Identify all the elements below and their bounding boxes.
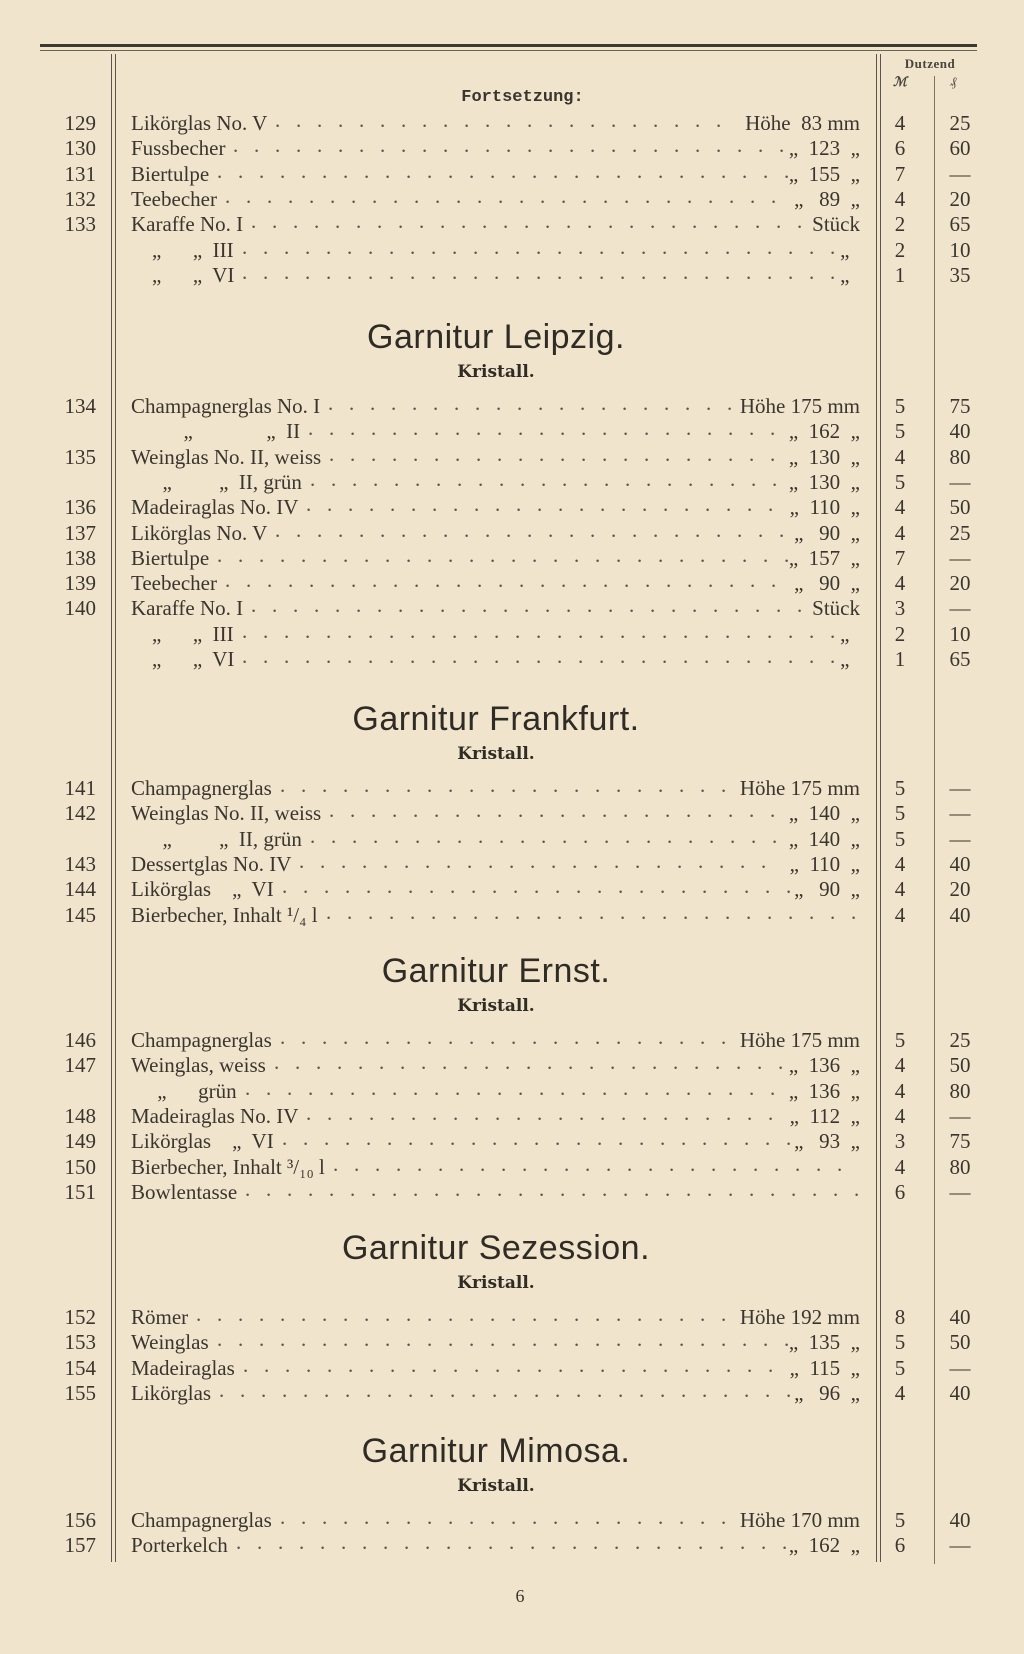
item-description: Champagnerglas [131, 1028, 272, 1052]
item-specification: Höhe 83 mm [745, 111, 860, 135]
catalog-row [0, 874, 1024, 902]
price-mark: 4 [894, 571, 906, 596]
item-specification: „ 110 „ [789, 495, 860, 520]
catalog-row [0, 823, 1024, 852]
item-specification: „ 136 „ [788, 1078, 860, 1103]
price-mark: 2 [894, 621, 906, 646]
catalog-row [0, 1352, 1024, 1381]
price-pfennig: 10 [949, 621, 971, 646]
item-number: 132 [64, 186, 96, 211]
item-specification: „ [840, 262, 860, 287]
price-mark: 6 [894, 136, 906, 161]
price-pfennig: 80 [949, 1154, 971, 1179]
catalog-row [0, 1377, 1024, 1406]
price-pfennig: 65 [949, 212, 971, 237]
catalog-row [0, 1176, 1024, 1205]
price-mark: 1 [894, 262, 906, 287]
section-subtitle: Kristall. [457, 1476, 535, 1496]
price-mark: 4 [894, 1078, 906, 1103]
leader-dots: . . . . . . . . . . . . . . . . . . . . . . [280, 773, 727, 797]
price-pfennig: 25 [949, 520, 971, 545]
price-mark: 4 [894, 1103, 906, 1128]
section-subtitle: Kristall. [457, 996, 535, 1016]
pfennig-currency-symbol: ₰ [950, 74, 957, 89]
price-mark: 4 [894, 111, 906, 135]
leader-dots: . . . . . . . . . . . . . . . . . . . . . . . . . . . . [217, 158, 790, 183]
item-specification: „ 110 „ [789, 851, 860, 876]
leader-dots: . . . . . . . . . . . . . . . . . . . . . . . . . . . [225, 568, 777, 593]
price-pfennig: 80 [949, 1078, 971, 1103]
leader-dots: . . . . . . . . . . . . . . . . . . . . . . . . . . . . . [242, 644, 836, 668]
price-pfennig: 60 [949, 136, 971, 161]
item-description: Karaffe No. I [131, 596, 244, 621]
leader-dots: . . . . . . . . . . . . . . . . . . . . . . . . . . [326, 899, 857, 924]
item-number: 155 [64, 1380, 96, 1405]
price-pfennig: 50 [949, 1053, 971, 1078]
item-description: Weinglas No. II, weiss [131, 801, 322, 826]
price-pfennig: — [949, 1533, 971, 1558]
catalog-row [0, 158, 1024, 187]
item-description: „ „ III [131, 621, 234, 646]
price-mark: 4 [894, 877, 906, 902]
item-specification: „ 162 „ [788, 1533, 860, 1558]
price-mark: 3 [894, 1129, 906, 1154]
leader-dots: . . . . . . . . . . . . . . . . . . . . . . [329, 798, 776, 823]
leader-dots: . . . . . . . . . . . . . . . . . . . . . . . [299, 848, 767, 873]
price-pfennig: 40 [949, 1305, 971, 1329]
item-description: „ „ VI [131, 262, 235, 287]
catalog-row [0, 1327, 1024, 1355]
item-description: Weinglas No. II, weiss [131, 444, 322, 469]
item-number: 147 [64, 1053, 96, 1078]
leader-dots: . . . . . . . . . . . . . . . . . . . . . . [329, 441, 776, 466]
catalog-row [0, 234, 1024, 263]
price-mark: 7 [894, 161, 906, 186]
price-mark: 4 [894, 520, 906, 545]
catalog-row [0, 899, 1024, 928]
leader-dots: . . . . . . . . . . . . . . . . . . . . . . . . . [333, 1151, 843, 1176]
price-pfennig: 35 [949, 262, 971, 287]
leader-dots: . . . . . . . . . . . . . . . . . . . . . . . . . . . . . [242, 259, 836, 284]
price-pfennig: — [949, 596, 971, 621]
top-rule-thick [40, 44, 977, 47]
catalog-row [0, 391, 1024, 419]
item-description: Bowlentasse [131, 1179, 238, 1204]
leader-dots: . . . . . . . . . . . . . . . . . . . . . . . . . [282, 1126, 792, 1151]
item-description: Likörglas „ VI [131, 1129, 274, 1154]
section-subtitle: Kristall. [457, 1273, 535, 1293]
leader-dots: . . . . . . . . . . . . . . . . . . . . . . . . . . . [251, 593, 803, 618]
item-specification: „ [840, 647, 860, 671]
item-specification: „ 96 „ [794, 1380, 860, 1405]
top-rule-thin [40, 50, 977, 51]
price-pfennig: 75 [949, 394, 971, 418]
catalog-row [0, 1025, 1024, 1053]
catalog-row [0, 1302, 1024, 1330]
item-number: 129 [64, 111, 96, 135]
catalog-row [0, 183, 1024, 212]
item-specification: „ 157 „ [788, 545, 860, 570]
leader-dots: . . . . . . . . . . . . . . . . . . . . . . . . . [275, 517, 785, 542]
item-number: 153 [64, 1330, 96, 1355]
item-number: 146 [64, 1028, 96, 1052]
catalog-row [0, 259, 1024, 288]
item-specification: Höhe 175 mm [739, 776, 860, 800]
item-description: Champagnerglas [131, 1508, 272, 1532]
item-number: 154 [64, 1355, 96, 1380]
catalog-row [0, 644, 1024, 672]
leader-dots: . . . . . . . . . . . . . . . . . . . . . . . [306, 492, 774, 517]
item-number: 136 [64, 495, 96, 520]
section-title: Garnitur Ernst. [381, 952, 611, 990]
item-description: Karaffe No. I [131, 212, 244, 237]
price-pfennig: — [949, 801, 971, 826]
item-description: „ grün [131, 1078, 237, 1103]
price-pfennig: 50 [949, 495, 971, 520]
leader-dots: . . . . . . . . . . . . . . . . . . . . . . . . . . . . . [242, 234, 836, 259]
item-number: 143 [64, 851, 96, 876]
price-mark: 4 [894, 902, 906, 927]
item-description: „ „ II [131, 419, 301, 444]
price-pfennig: 40 [949, 851, 971, 876]
catalog-row [0, 618, 1024, 647]
leader-dots: . . . . . . . . . . . . . . . . . . . . . . [280, 1025, 727, 1049]
leader-dots: . . . . . . . . . . . . . . . . . . . . . . [280, 1505, 727, 1529]
item-description: Champagnerglas No. I [131, 394, 321, 418]
item-number: 152 [64, 1305, 96, 1329]
item-description: Teebecher [131, 186, 217, 211]
item-specification: „ 90 „ [794, 571, 860, 596]
leader-dots: . . . . . . . . . . . . . . . . . . . . [328, 391, 733, 415]
price-column-header: Dutzend [904, 56, 956, 71]
catalog-row [0, 773, 1024, 801]
item-description: „ „ III [131, 237, 234, 262]
price-pfennig: 25 [949, 1028, 971, 1052]
item-description: Likörglas No. V [131, 520, 268, 545]
catalog-row [0, 441, 1024, 470]
item-description: Teebecher [131, 571, 217, 596]
price-mark: 4 [894, 1053, 906, 1078]
catalog-row [0, 466, 1024, 495]
catalog-row [0, 517, 1024, 546]
page-number: 6 [515, 1586, 525, 1606]
item-number: 141 [64, 776, 96, 800]
mark-currency-symbol: ℳ [893, 74, 907, 89]
catalog-row [0, 1050, 1024, 1078]
leader-dots: . . . . . . . . . . . . . . . . . . . . . . . . . . . [233, 133, 785, 158]
item-specification: „ 89 „ [794, 186, 860, 211]
leader-dots: . . . . . . . . . . . . . . . . . . . . . . . [310, 466, 778, 491]
item-number: 145 [64, 902, 96, 927]
price-pfennig: 20 [949, 186, 971, 211]
price-mark: 7 [894, 545, 906, 570]
item-specification: „ 135 „ [788, 1330, 860, 1355]
leader-dots: . . . . . . . . . . . . . . . . . . . . . . . . . [274, 1050, 784, 1075]
price-mark: 4 [894, 444, 906, 469]
item-specification: „ 115 „ [789, 1355, 860, 1380]
item-description: Weinglas, weiss [131, 1053, 266, 1078]
item-number: 148 [64, 1103, 96, 1128]
leader-dots: . . . . . . . . . . . . . . . . . . . . . . . [310, 823, 778, 848]
item-specification: „ 90 „ [794, 877, 860, 902]
catalog-row [0, 133, 1024, 161]
item-number: 142 [64, 801, 96, 826]
catalog-row [0, 848, 1024, 877]
price-mark: 5 [894, 469, 906, 494]
catalog-row [0, 416, 1024, 444]
item-description: Champagnerglas [131, 776, 272, 800]
price-mark: 3 [894, 596, 906, 621]
catalog-row [0, 798, 1024, 826]
item-description: Dessertglas No. IV [131, 851, 292, 876]
price-pfennig: 10 [949, 237, 971, 262]
price-pfennig: — [949, 469, 971, 494]
item-specification: Höhe 175 mm [739, 394, 860, 418]
item-number: 139 [64, 571, 96, 596]
item-number: 151 [64, 1179, 96, 1204]
price-pfennig: — [949, 776, 971, 800]
item-description: Weinglas [131, 1330, 209, 1355]
item-description: Biertulpe [131, 545, 210, 570]
continuation-heading: Fortsetzung: [461, 88, 584, 107]
item-number: 131 [64, 161, 96, 186]
item-number: 144 [64, 877, 96, 902]
price-mark: 5 [894, 1355, 906, 1380]
price-mark: 6 [894, 1179, 906, 1204]
catalog-row [0, 492, 1024, 520]
price-pfennig: 65 [949, 647, 971, 671]
catalog-row [0, 1530, 1024, 1558]
item-specification: „ 93 „ [794, 1129, 860, 1154]
item-specification: Stück [812, 212, 860, 237]
item-description: Bierbecher, Inhalt ³/₁₀ l [131, 1154, 325, 1179]
item-description: „ „ II, grün [131, 826, 302, 851]
price-pfennig: — [949, 545, 971, 570]
price-mark: 5 [894, 1508, 906, 1532]
item-number: 138 [64, 545, 96, 570]
price-mark: 5 [894, 801, 906, 826]
section-title: Garnitur Frankfurt. [352, 700, 640, 738]
price-mark: 5 [894, 776, 906, 800]
item-specification: „ 130 „ [788, 444, 860, 469]
section-title: Garnitur Leipzig. [367, 318, 625, 356]
catalog-row [0, 1100, 1024, 1129]
leader-dots: . . . . . . . . . . . . . . . . . . . . . . . . . . . [225, 183, 777, 208]
item-description: Fussbecher [131, 136, 226, 161]
item-number: 133 [64, 212, 96, 237]
leader-dots: . . . . . . . . . . . . . . . . . . . . . . . . . . [196, 1302, 727, 1326]
section-title: Garnitur Mimosa. [361, 1432, 631, 1470]
price-mark: 4 [894, 1380, 906, 1405]
leader-dots: . . . . . . . . . . . . . . . . . . . . . . . [306, 1100, 774, 1125]
item-description: Madeiraglas No. IV [131, 495, 299, 520]
item-number: 135 [64, 444, 96, 469]
item-specification: „ [840, 237, 860, 262]
price-pfennig: 50 [949, 1330, 971, 1355]
price-pfennig: 40 [949, 1380, 971, 1405]
item-description: Bierbecher, Inhalt ¹/₄ l [131, 902, 318, 927]
item-description: Madeiraglas No. IV [131, 1103, 299, 1128]
item-number: 156 [64, 1508, 96, 1532]
catalog-row [0, 1075, 1024, 1104]
price-pfennig: — [949, 1355, 971, 1380]
price-mark: 5 [894, 1028, 906, 1052]
leader-dots: . . . . . . . . . . . . . . . . . . . . . . . [308, 416, 776, 441]
item-specification: Höhe 192 mm [739, 1305, 860, 1329]
item-description: „ „ VI [131, 647, 235, 671]
leader-dots: . . . . . . . . . . . . . . . . . . . . . . . . . . [245, 1075, 776, 1100]
item-specification: Höhe 175 mm [739, 1028, 860, 1052]
item-specification: „ 136 „ [788, 1053, 860, 1078]
price-pfennig: 40 [949, 902, 971, 927]
catalog-row [0, 209, 1024, 237]
item-specification: „ [840, 621, 860, 646]
catalog-row [0, 1151, 1024, 1180]
leader-dots: . . . . . . . . . . . . . . . . . . . . . . . . . . . . [217, 1327, 790, 1352]
item-specification: Stück [812, 596, 860, 621]
catalog-row [0, 542, 1024, 571]
item-description: Biertulpe [131, 161, 210, 186]
price-mark: 2 [894, 237, 906, 262]
price-pfennig: — [949, 161, 971, 186]
section-title: Garnitur Sezession. [341, 1229, 651, 1267]
leader-dots: . . . . . . . . . . . . . . . . . . . . . . . . . [282, 874, 792, 899]
item-specification: „ 162 „ [788, 419, 860, 444]
catalog-row [0, 593, 1024, 621]
item-description: Römer [131, 1305, 189, 1329]
item-description: Madeiraglas [131, 1355, 235, 1380]
item-specification: „ 130 „ [788, 469, 860, 494]
catalog-row [0, 568, 1024, 596]
leader-dots: . . . . . . . . . . . . . . . . . . . . . . [275, 108, 722, 132]
leader-dots: . . . . . . . . . . . . . . . . . . . . . . . . . . [243, 1352, 774, 1377]
item-description: Likörglas „ VI [131, 877, 274, 902]
price-pfennig: — [949, 826, 971, 851]
item-specification: „ 112 „ [789, 1103, 860, 1128]
price-pfennig: 40 [949, 419, 971, 444]
price-mark: 5 [894, 1330, 906, 1355]
leader-dots: . . . . . . . . . . . . . . . . . . . . . . . . . . . . . [242, 618, 836, 643]
price-mark: 1 [894, 647, 906, 671]
catalog-row [0, 108, 1024, 136]
item-description: Likörglas [131, 1380, 212, 1405]
item-specification: Höhe 170 mm [739, 1508, 860, 1532]
item-specification: „ 155 „ [788, 161, 860, 186]
item-number: 157 [64, 1533, 96, 1558]
catalog-row [0, 1126, 1024, 1154]
leader-dots: . . . . . . . . . . . . . . . . . . . . . . . . . . . [236, 1530, 788, 1555]
price-pfennig: — [949, 1103, 971, 1128]
item-number: 149 [64, 1129, 96, 1154]
price-pfennig: — [949, 1179, 971, 1204]
price-pfennig: 80 [949, 444, 971, 469]
item-description: Porterkelch [131, 1533, 228, 1558]
price-pfennig: 75 [949, 1129, 971, 1154]
item-number: 150 [64, 1154, 96, 1179]
item-specification: „ 123 „ [788, 136, 860, 161]
price-pfennig: 25 [949, 111, 971, 135]
item-specification: „ 140 „ [788, 801, 860, 826]
price-mark: 5 [894, 419, 906, 444]
item-specification: „ 140 „ [788, 826, 860, 851]
section-subtitle: Kristall. [457, 744, 535, 764]
price-mark: 5 [894, 826, 906, 851]
price-pfennig: 40 [949, 1508, 971, 1532]
catalog-row [0, 1505, 1024, 1533]
leader-dots: . . . . . . . . . . . . . . . . . . . . . . . . . . . . [219, 1377, 792, 1402]
price-mark: 5 [894, 394, 906, 418]
item-number: 140 [64, 596, 96, 621]
item-description: Likörglas No. V [131, 111, 268, 135]
price-mark: 2 [894, 212, 906, 237]
price-mark: 8 [894, 1305, 906, 1329]
item-description: „ „ II, grün [131, 469, 302, 494]
section-subtitle: Kristall. [457, 362, 535, 382]
price-pfennig: 20 [949, 571, 971, 596]
price-pfennig: 20 [949, 877, 971, 902]
price-mark: 4 [894, 495, 906, 520]
price-mark: 4 [894, 186, 906, 211]
price-mark: 6 [894, 1533, 906, 1558]
leader-dots: . . . . . . . . . . . . . . . . . . . . . . . . . . . . [217, 542, 790, 567]
item-specification: „ 90 „ [794, 520, 860, 545]
price-mark: 4 [894, 1154, 906, 1179]
item-number: 130 [64, 136, 96, 161]
leader-dots: . . . . . . . . . . . . . . . . . . . . . . . . . . . [251, 209, 803, 234]
item-number: 137 [64, 520, 96, 545]
item-number: 134 [64, 394, 96, 418]
leader-dots: . . . . . . . . . . . . . . . . . . . . . . . . . . . . . . [245, 1176, 860, 1201]
price-mark: 4 [894, 851, 906, 876]
